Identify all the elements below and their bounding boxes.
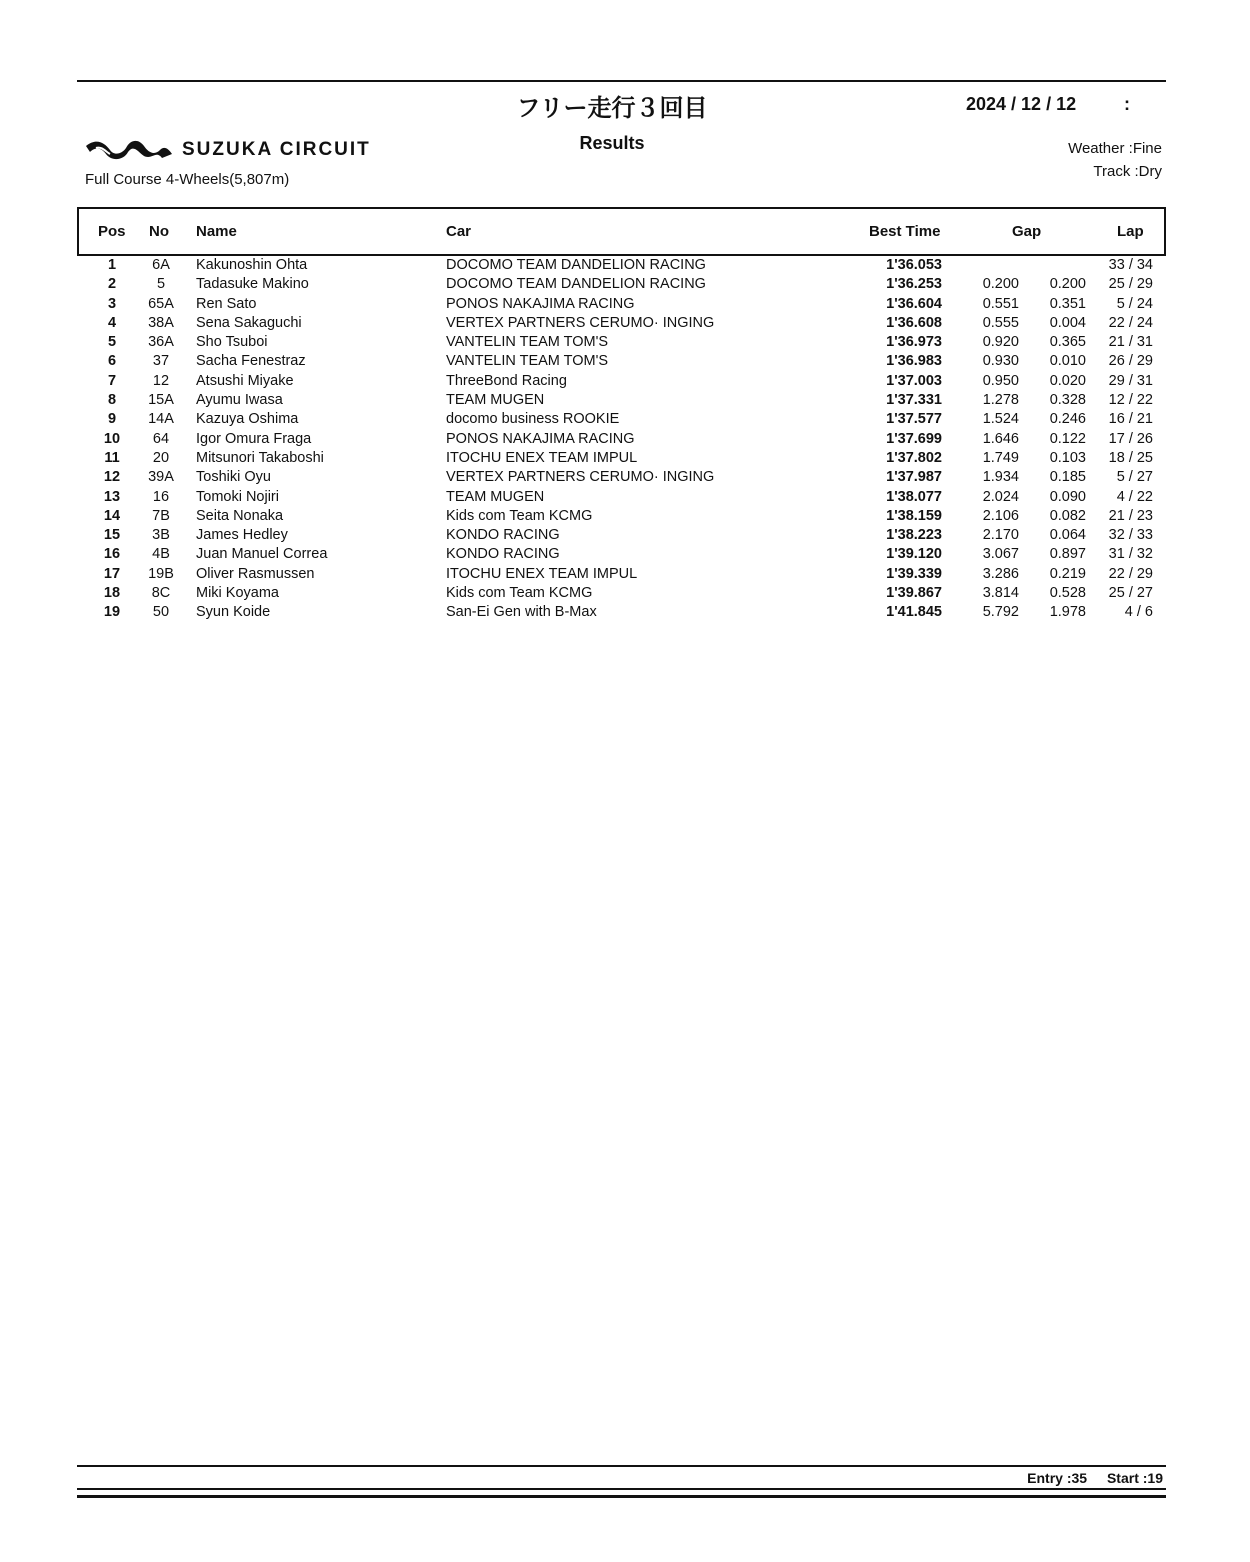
cell-pos: 7 xyxy=(107,372,117,389)
cell-no: 12 xyxy=(152,372,170,389)
cell-int: 0.528 xyxy=(1049,585,1086,602)
cell-pos: 9 xyxy=(107,411,117,428)
cell-gap: 2.106 xyxy=(982,507,1019,524)
footer-rule-bottom xyxy=(77,1495,1166,1498)
cell-car: KONDO RACING xyxy=(446,546,560,563)
cell-gap: 1.934 xyxy=(982,469,1019,486)
cell-name: Kazuya Oshima xyxy=(196,411,299,428)
cell-gap: 1.749 xyxy=(982,449,1019,466)
cell-name: Sacha Fenestraz xyxy=(196,353,306,370)
footer-rule-top xyxy=(77,1465,1166,1467)
col-header-car: Car xyxy=(446,223,472,240)
entry-start-summary xyxy=(1011,1470,1163,1486)
cell-pos: 5 xyxy=(107,334,117,351)
cell-time: 1'39.120 xyxy=(886,546,942,563)
logo-wordmark: SUZUKA CIRCUIT xyxy=(182,139,371,160)
cell-car: ITOCHU ENEX TEAM IMPUL xyxy=(446,449,638,466)
cell-no: 65A xyxy=(148,295,174,312)
cell-time: 1'38.077 xyxy=(886,488,942,505)
cell-time: 1'36.608 xyxy=(886,314,942,331)
cell-name: Igor Omura Fraga xyxy=(196,430,312,447)
cell-time: 1'37.577 xyxy=(886,411,942,428)
cell-car: ThreeBond Racing xyxy=(446,372,567,389)
cell-car: PONOS NAKAJIMA RACING xyxy=(446,295,635,312)
session-date: 2024 / 12 / 12 xyxy=(966,94,1077,114)
cell-lap: 33 / 34 xyxy=(1108,257,1153,273)
cell-pos: 11 xyxy=(104,449,120,466)
cell-int: 0.020 xyxy=(1049,372,1086,389)
cell-int: 0.082 xyxy=(1049,507,1086,524)
cell-time: 1'36.253 xyxy=(886,276,942,293)
cell-name: Tadasuke Makino xyxy=(196,276,309,293)
cell-gap: 2.024 xyxy=(982,488,1019,505)
cell-no: 20 xyxy=(152,449,170,466)
cell-time: 1'36.973 xyxy=(886,334,942,351)
cell-car: PONOS NAKAJIMA RACING xyxy=(446,430,635,447)
table-row xyxy=(77,546,1166,565)
col-header-name: Name xyxy=(196,223,237,240)
cell-time: 1'38.223 xyxy=(886,527,942,544)
cell-int: 0.090 xyxy=(1049,488,1086,505)
course-info: Full Course 4-Wheels(5,807m) xyxy=(85,171,290,188)
cell-pos: 2 xyxy=(107,276,117,293)
cell-no: 3B xyxy=(152,527,170,544)
cell-lap: 21 / 31 xyxy=(1108,334,1153,351)
cell-gap: 2.170 xyxy=(982,527,1019,544)
cell-lap: 29 / 31 xyxy=(1108,372,1153,389)
cell-no: 64 xyxy=(152,430,170,447)
cell-int: 0.200 xyxy=(1049,276,1086,293)
cell-lap: 4 / 22 xyxy=(1116,488,1153,505)
table-row xyxy=(77,431,1166,450)
cell-no: 6A xyxy=(152,257,170,273)
table-row xyxy=(77,527,1166,546)
cell-int: 0.064 xyxy=(1049,527,1086,544)
cell-gap: 0.920 xyxy=(982,334,1019,351)
cell-int: 0.365 xyxy=(1049,334,1086,351)
cell-lap: 31 / 32 xyxy=(1108,546,1153,563)
cell-time: 1'41.845 xyxy=(886,604,942,621)
cell-no: 39A xyxy=(148,469,174,486)
cell-lap: 26 / 29 xyxy=(1108,353,1153,370)
cell-pos: 3 xyxy=(107,295,117,312)
table-row xyxy=(77,373,1166,392)
cell-lap: 17 / 26 xyxy=(1108,430,1153,447)
cell-no: 8C xyxy=(151,585,171,602)
cell-name: Mitsunori Takaboshi xyxy=(196,449,324,466)
cell-no: 5 xyxy=(156,276,166,293)
cell-no: 7B xyxy=(152,507,170,524)
cell-time: 1'39.867 xyxy=(886,585,942,602)
cell-gap: 1.278 xyxy=(982,392,1019,409)
cell-car: TEAM MUGEN xyxy=(446,392,545,409)
cell-lap: 22 / 29 xyxy=(1108,565,1153,582)
weather-info: Weather :Fine xyxy=(1068,140,1162,157)
cell-name: Seita Nonaka xyxy=(196,507,284,524)
cell-name: Atsushi Miyake xyxy=(196,372,294,389)
cell-time: 1'38.159 xyxy=(886,507,942,524)
cell-lap: 4 / 6 xyxy=(1124,604,1153,621)
col-header-best-time: Best Time xyxy=(869,223,941,240)
top-rule xyxy=(77,80,1166,82)
cell-name: Juan Manuel Correa xyxy=(196,546,328,563)
cell-name: Syun Koide xyxy=(196,604,271,621)
table-row xyxy=(77,353,1166,372)
cell-lap: 18 / 25 xyxy=(1108,449,1153,466)
cell-name: Sena Sakaguchi xyxy=(196,314,302,331)
table-row xyxy=(77,411,1166,430)
cell-name: Sho Tsuboi xyxy=(196,334,268,351)
entry-count: Entry :35 xyxy=(1027,1470,1088,1486)
cell-time: 1'36.604 xyxy=(886,295,942,312)
cell-name: Miki Koyama xyxy=(196,585,279,602)
cell-time: 1'37.331 xyxy=(886,392,942,409)
cell-gap: 3.067 xyxy=(982,546,1019,563)
cell-car: DOCOMO TEAM DANDELION RACING xyxy=(446,257,706,273)
cell-pos: 17 xyxy=(103,565,121,582)
cell-name: Oliver Rasmussen xyxy=(196,565,315,582)
cell-pos: 16 xyxy=(103,546,121,563)
table-row xyxy=(77,334,1166,353)
table-row xyxy=(77,508,1166,527)
cell-gap: 0.950 xyxy=(982,372,1019,389)
cell-int: 0.897 xyxy=(1049,546,1086,563)
cell-gap: 0.555 xyxy=(982,314,1019,331)
cell-no: 37 xyxy=(152,353,170,370)
cell-car: VERTEX PARTNERS CERUMO· INGING xyxy=(446,469,715,486)
cell-int: 0.246 xyxy=(1049,411,1086,428)
table-row xyxy=(77,489,1166,508)
cell-car: VERTEX PARTNERS CERUMO· INGING xyxy=(446,314,715,331)
cell-lap: 32 / 33 xyxy=(1108,527,1153,544)
cell-name: Kakunoshin Ohta xyxy=(196,257,308,273)
cell-lap: 25 / 29 xyxy=(1108,276,1153,293)
cell-car: docomo business ROOKIE xyxy=(446,411,620,428)
table-row xyxy=(77,296,1166,315)
cell-lap: 22 / 24 xyxy=(1108,314,1153,331)
cell-pos: 18 xyxy=(103,585,121,602)
results-table-header xyxy=(77,207,1166,256)
cell-car: TEAM MUGEN xyxy=(446,488,545,505)
cell-no: 14A xyxy=(148,411,174,428)
cell-pos: 12 xyxy=(103,469,121,486)
cell-car: VANTELIN TEAM TOM'S xyxy=(446,353,609,370)
cell-car: San-Ei Gen with B-Max xyxy=(446,604,597,621)
cell-no: 16 xyxy=(152,488,170,505)
cell-pos: 14 xyxy=(103,507,121,524)
cell-time: 1'37.987 xyxy=(886,469,942,486)
cell-car: Kids com Team KCMG xyxy=(446,507,593,524)
cell-pos: 1 xyxy=(107,257,117,273)
cell-int: 0.351 xyxy=(1049,295,1086,312)
cell-int: 0.004 xyxy=(1049,314,1086,331)
table-row xyxy=(77,315,1166,334)
cell-no: 38A xyxy=(148,314,174,331)
cell-name: Ayumu Iwasa xyxy=(196,392,283,409)
session-time: : xyxy=(1124,94,1130,114)
cell-int: 0.010 xyxy=(1049,353,1086,370)
col-header-no: No xyxy=(149,223,169,240)
cell-time: 1'36.983 xyxy=(886,353,942,370)
cell-lap: 21 / 23 xyxy=(1108,507,1153,524)
cell-pos: 8 xyxy=(107,392,117,409)
cell-pos: 4 xyxy=(107,314,117,331)
col-header-gap: Gap xyxy=(1012,223,1042,240)
table-row xyxy=(77,450,1166,469)
cell-time: 1'37.802 xyxy=(886,449,942,466)
cell-lap: 5 / 27 xyxy=(1116,469,1153,486)
cell-name: Toshiki Oyu xyxy=(196,469,271,486)
cell-gap: 0.551 xyxy=(982,295,1019,312)
cell-pos: 15 xyxy=(103,527,121,544)
cell-lap: 12 / 22 xyxy=(1108,392,1153,409)
table-row xyxy=(77,469,1166,488)
col-header-pos: Pos xyxy=(98,223,126,240)
cell-int: 1.978 xyxy=(1049,604,1086,621)
cell-lap: 25 / 27 xyxy=(1108,585,1153,602)
cell-no: 19B xyxy=(148,565,174,582)
cell-gap: 3.286 xyxy=(982,565,1019,582)
table-row xyxy=(77,566,1166,585)
cell-pos: 6 xyxy=(107,353,117,370)
table-row xyxy=(77,604,1166,623)
cell-name: James Hedley xyxy=(196,527,288,544)
cell-gap: 1.524 xyxy=(982,411,1019,428)
cell-time: 1'39.339 xyxy=(886,565,942,582)
cell-time: 1'36.053 xyxy=(886,257,942,273)
table-row xyxy=(77,257,1166,276)
cell-no: 50 xyxy=(152,604,170,621)
cell-car: DOCOMO TEAM DANDELION RACING xyxy=(446,276,706,293)
page-title: フリー走行３回目 xyxy=(516,94,708,122)
cell-lap: 5 / 24 xyxy=(1116,295,1153,312)
cell-no: 4B xyxy=(152,546,170,563)
cell-no: 15A xyxy=(148,392,174,409)
cell-pos: 19 xyxy=(103,604,121,621)
cell-int: 0.185 xyxy=(1049,469,1086,486)
cell-time: 1'37.003 xyxy=(886,372,942,389)
cell-pos: 13 xyxy=(103,488,121,505)
cell-gap: 3.814 xyxy=(982,585,1019,602)
cell-pos: 10 xyxy=(103,430,121,447)
cell-gap: 0.930 xyxy=(982,353,1019,370)
cell-gap: 0.200 xyxy=(982,276,1019,293)
cell-int: 0.219 xyxy=(1049,565,1086,582)
cell-gap: 1.646 xyxy=(982,430,1019,447)
table-row xyxy=(77,585,1166,604)
results-table-body xyxy=(77,257,1166,624)
cell-car: ITOCHU ENEX TEAM IMPUL xyxy=(446,565,638,582)
track-info: Track :Dry xyxy=(1093,163,1162,180)
cell-gap: 5.792 xyxy=(982,604,1019,621)
footer-rule-middle xyxy=(77,1488,1166,1490)
cell-car: VANTELIN TEAM TOM'S xyxy=(446,334,609,351)
cell-lap: 16 / 21 xyxy=(1108,411,1153,428)
cell-name: Tomoki Nojiri xyxy=(196,488,279,505)
col-header-lap: Lap xyxy=(1117,223,1144,240)
table-row xyxy=(77,276,1166,295)
results-subtitle: Results xyxy=(579,133,645,153)
cell-no: 36A xyxy=(148,334,174,351)
cell-car: Kids com Team KCMG xyxy=(446,585,593,602)
cell-int: 0.103 xyxy=(1049,449,1086,466)
table-row xyxy=(77,392,1166,411)
cell-int: 0.328 xyxy=(1049,392,1086,409)
cell-int: 0.122 xyxy=(1049,430,1086,447)
cell-car: KONDO RACING xyxy=(446,527,560,544)
cell-name: Ren Sato xyxy=(196,295,257,312)
start-count: Start :19 xyxy=(1106,1470,1163,1486)
cell-time: 1'37.699 xyxy=(886,430,942,447)
